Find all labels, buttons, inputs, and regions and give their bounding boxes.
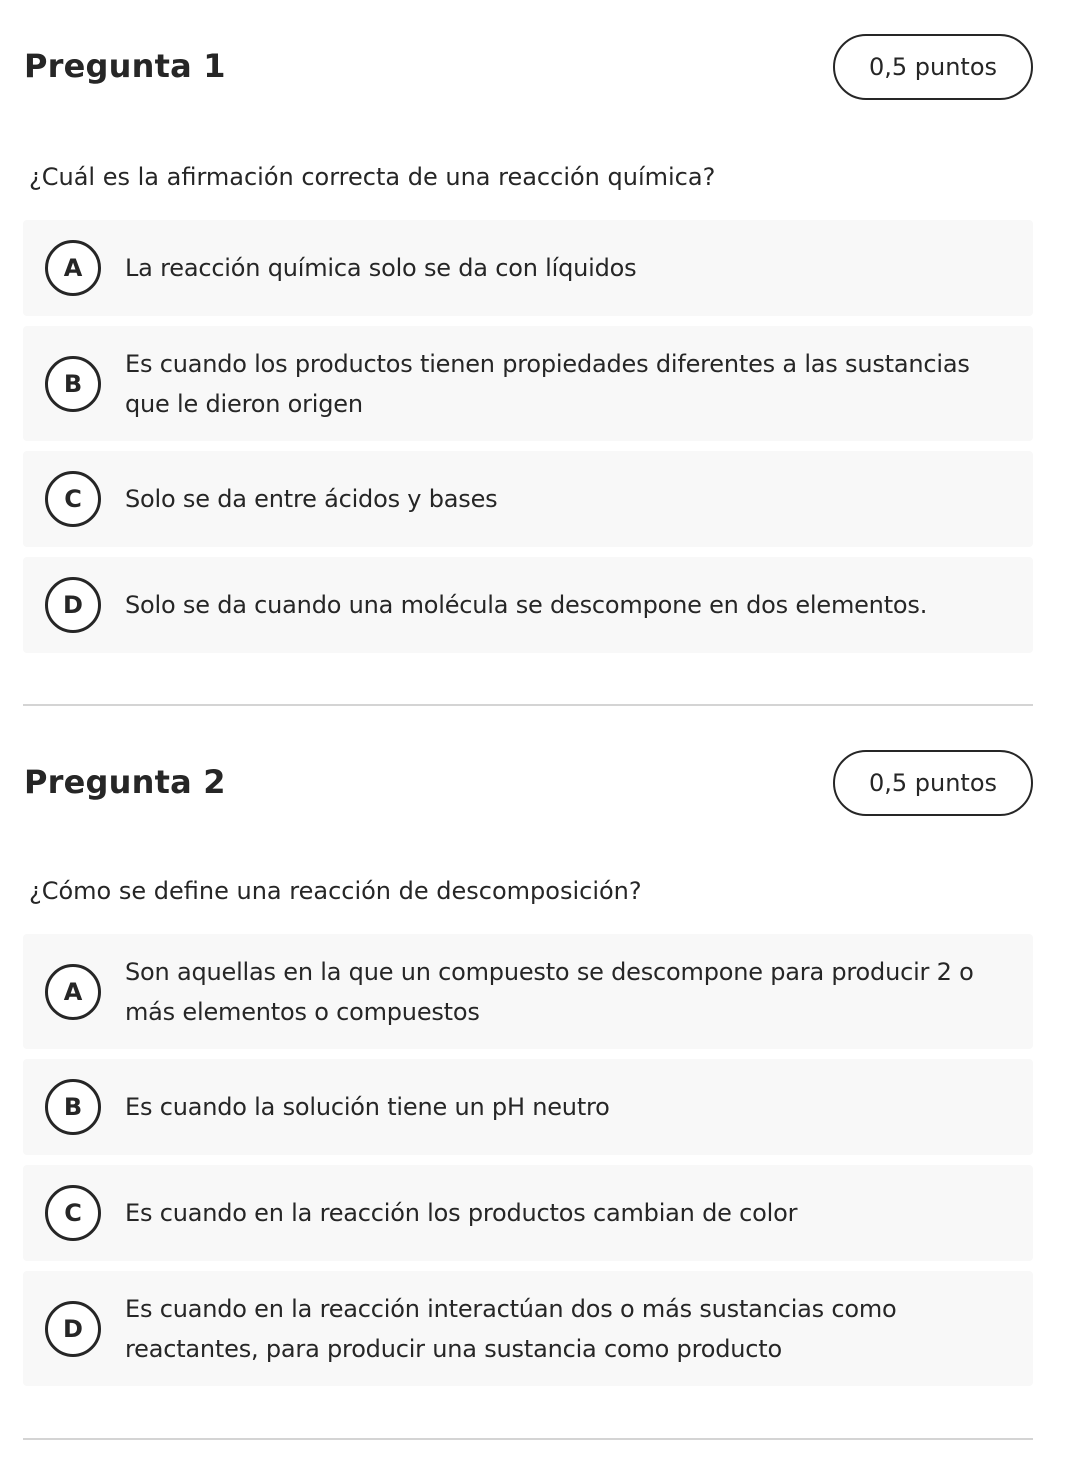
option-letter-badge: B [45,356,101,412]
answer-options [23,220,1033,653]
option-letter-badge: A [45,964,101,1020]
option-letter-badge: B [45,1079,101,1135]
option-a[interactable] [23,220,1033,316]
option-text: Son aquellas en la que un compuesto se descompone para producir 2 o más elementos o compuestos [125,957,974,1026]
option-letter-badge: C [45,471,101,527]
option-text: Solo se da cuando una molécula se descompone en dos elementos. [125,591,928,619]
question-header [23,0,1033,134]
question-1 [23,0,1033,663]
option-c[interactable] [23,1165,1033,1261]
option-text: Es cuando en la reacción los productos cambian de color [125,1199,798,1227]
question-text: ¿Cuál es la afirmación correcta de una reacción química? [29,163,716,191]
points-badge: 0,5 puntos [833,34,1033,100]
option-b[interactable] [23,326,1033,441]
option-text: La reacción química solo se da con líquidos [125,254,637,282]
option-letter-badge: D [45,1301,101,1357]
option-d[interactable] [23,557,1033,653]
question-divider [23,1438,1033,1440]
points-badge: 0,5 puntos [833,750,1033,816]
option-a[interactable] [23,934,1033,1049]
option-text: Solo se da entre ácidos y bases [125,485,498,513]
option-text: Es cuando la solución tiene un pH neutro [125,1093,610,1121]
answer-options [23,934,1033,1386]
option-letter-badge: A [45,240,101,296]
option-b[interactable] [23,1059,1033,1155]
option-d[interactable] [23,1271,1033,1386]
option-text: Es cuando los productos tienen propiedades diferentes a las sustancias que le dieron origen [125,349,970,418]
option-c[interactable] [23,451,1033,547]
option-text: Es cuando en la reacción interactúan dos o más sustancias como reactantes, para producir una sustancia como producto [125,1294,897,1363]
question-title: Pregunta 1 [24,47,226,85]
question-divider [23,704,1033,706]
question-header [23,716,1033,850]
question-text: ¿Cómo se define una reacción de descomposición? [29,877,642,905]
option-letter-badge: D [45,577,101,633]
option-letter-badge: C [45,1185,101,1241]
question-2 [23,716,1033,1396]
question-title: Pregunta 2 [24,763,226,801]
